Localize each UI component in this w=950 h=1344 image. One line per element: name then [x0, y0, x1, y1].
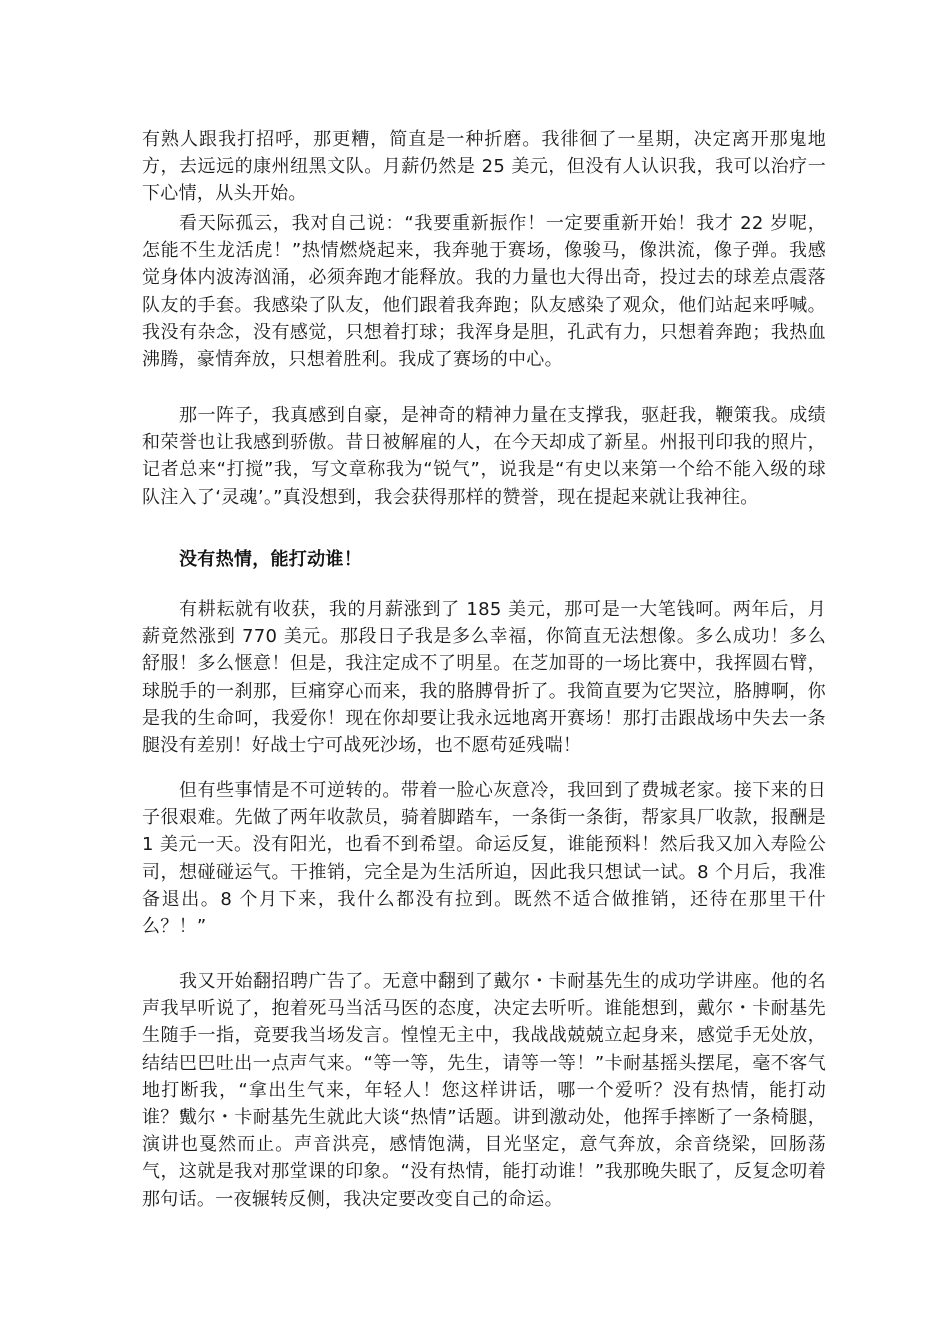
paragraph-6: 我又开始翻招聘广告了。无意中翻到了戴尔・卡耐基先生的成功学讲座。他的名声我早听说了，抱着死马当活马医的态度，决定去听听。谁能想到，戴尔・卡耐基先生随手一指，竟要我当场发言。惶惶无主中，我战战兢兢立起身来，感觉手无处放，结结巴巴吐出一点声气来。“等一等，先生，请等一等！”卡耐基摇头摆尾，毫不客气地打断我，“拿出生气来，年轻人！您这样讲话，哪一个爱听？没有热情，能打动谁？” — [142, 971, 826, 1129]
paragraph-2: 看天际孤云，我对自己说：“我要重新振作！一定要重新开始！我才 22 岁呢，怎能不生龙活虎！”热情燃烧起来，我奔驰于赛场，像骏马，像洪流，像子弹。我感觉身体内波涛汹涌，必须奔跑才能释放。我的力量也大得出奇，投过去的球差点震落队友的手套。我感染了队友，他们跟着我奔跑；队友感染了观众，他们站起来呼喊。我没有杂念，没有感觉，只想着打球；我浑身是胆，孔武有力，只想着奔跑；我热血沸腾，豪情奔放，只想着胜利。我成了赛场的中心。 — [142, 213, 826, 371]
section-heading: 没有热情，能打动谁！ — [179, 549, 362, 570]
paragraph-5: 但有些事情是不可逆转的。带着一脸心灰意冷，我回到了费城老家。接下来的日子很艰难。先做了两年收款员，骑着脚踏车，一条街一条街，帮家具厂收款，报酬是 1 美元一天。没有阳光，也看不到希望。命运反复，谁能预料！然后我又加入寿险公司，想碰碰运气。干推销，完全是为生活所迫，因此我只想试一试。8 个月后，我准备退出。8 个月下来，我什么都没有拉到。既然不适合做推销，还待在那里干什么？！” — [142, 780, 826, 938]
paragraph-7: 戴尔・卡耐基先生就此大谈“热情”话题。讲到激动处，他挥手摔断了一条椅腿，演讲也戛然而止。声音洪亮，感情饱满，目光坚定，意气奔放，余音绕梁，回肠荡气，这就是我对那堂课的印象。“没有热情，能打动谁！”我那晚失眠了，反复念叨着那句话。一夜辗转反侧，我决定要改变自己的命运。 — [142, 1107, 826, 1210]
paragraph-1: 有熟人跟我打招呼，那更糟，简直是一种折磨。我徘徊了一星期，决定离开那鬼地方，去远远的康州纽黑文队。月薪仍然是 25 美元，但没有人认识我，我可以治疗一下心情，从头开始。 — [142, 129, 826, 205]
paragraph-3: 那一阵子，我真感到自豪，是神奇的精神力量在支撑我，驱赶我，鞭策我。成绩和荣誉也让我感到骄傲。昔日被解雇的人，在今天却成了新星。州报刊印我的照片，记者总来“打搅”我，写文章称我为“锐气”，说我是“有史以来第一个给不能入级的球队注入了‘灵魂’。”真没想到，我会获得那样的赞誉，现在提起来就让我神往。 — [142, 405, 826, 508]
paragraph-4: 有耕耘就有收获，我的月薪涨到了 185 美元，那可是一大笔钱呵。两年后，月薪竟然涨到 770 美元。那段日子我是多么幸福，你简直无法想像。多么成功！多么舒服！多么惬意！但是，我注定成不了明星。在芝加哥的一场比赛中，我挥圆右臂，球脱手的一刹那，巨痛穿心而来，我的胳膊骨折了。我简直要为它哭泣，胳膊啊，你是我的生命呵，我爱你！现在你却要让我永远地离开赛场！那打击跟战场中失去一条腿没有差别！好战士宁可战死沙场，也不愿苟延残喘！ — [142, 599, 826, 757]
